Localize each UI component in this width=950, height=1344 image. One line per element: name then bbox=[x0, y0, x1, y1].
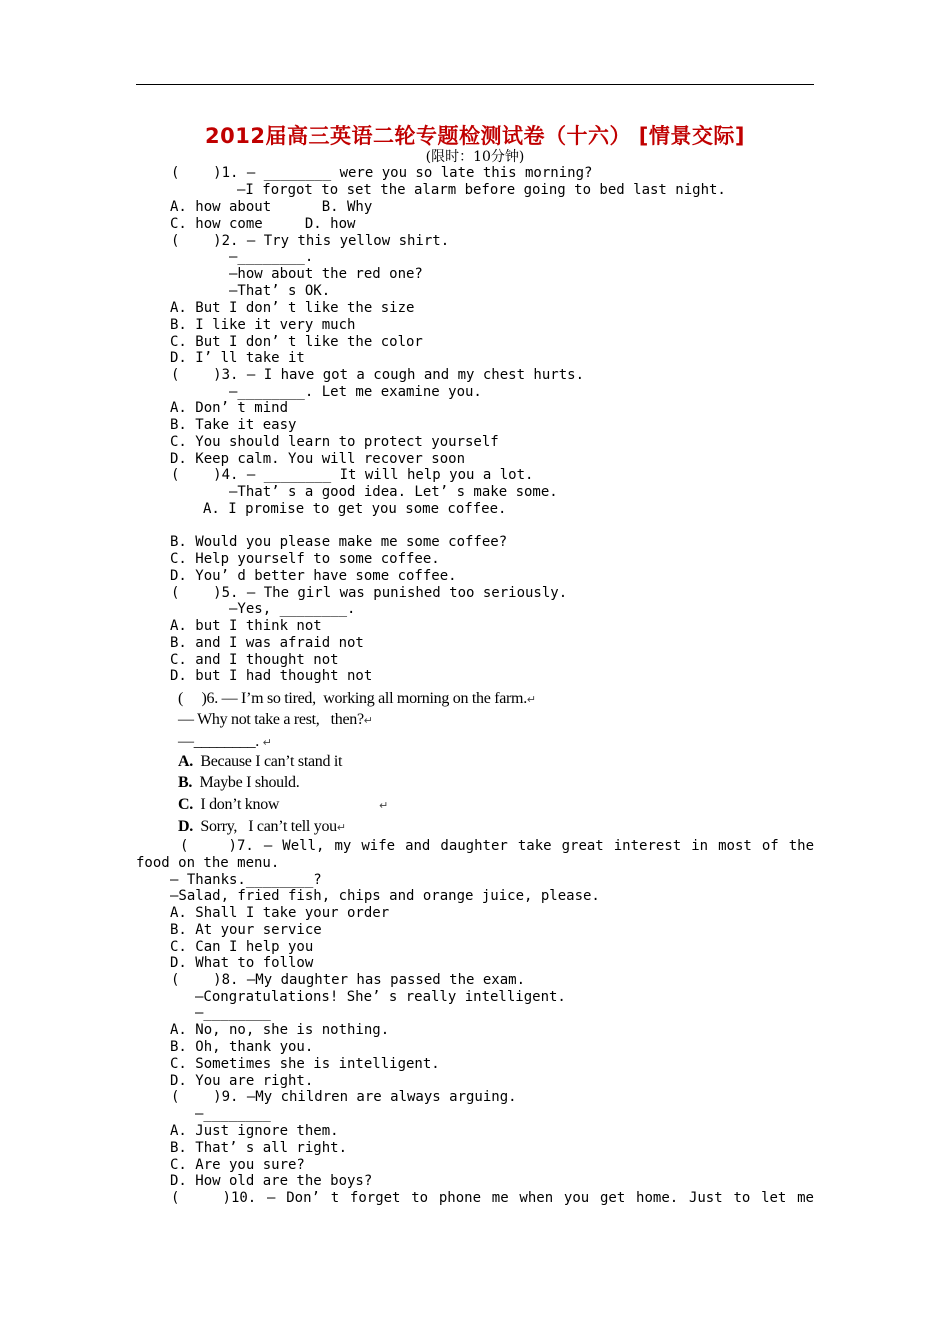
question-6-option-b: B. Maybe I should. bbox=[178, 774, 300, 791]
time-limit: (限时：10分钟) bbox=[425, 149, 525, 165]
question-1-options-cd: C. how come D. how bbox=[170, 216, 356, 232]
question-9-reply: —________ bbox=[195, 1106, 271, 1122]
question-2-stem: ( )2. — Try this yellow shirt. bbox=[171, 233, 450, 249]
header-rule bbox=[136, 84, 814, 85]
question-9-option-a: A. Just ignore them. bbox=[170, 1123, 339, 1139]
question-8-option-c: C. Sometimes she is intelligent. bbox=[170, 1056, 440, 1072]
question-6-option-a: A. Because I can’t stand it bbox=[178, 753, 343, 770]
question-8-option-d: D. You are right. bbox=[170, 1073, 314, 1089]
question-5-reply: —Yes, ________. bbox=[229, 601, 356, 617]
question-7-stem: ( )7. — Well, my wife and daughter take great interest in most of the bbox=[180, 838, 814, 854]
question-5-option-d: D. but I had thought not bbox=[170, 668, 373, 684]
question-8-reply-1: —Congratulations! She’ s really intelligent. bbox=[195, 989, 566, 1005]
page-title: 2012届高三英语二轮专题检测试卷（十六） [情景交际] bbox=[205, 124, 745, 148]
question-8-option-b: B. Oh, thank you. bbox=[170, 1039, 314, 1055]
question-5-option-c: C. and I thought not bbox=[170, 652, 339, 668]
question-6-option-d: D. Sorry, I can’t tell you↵ bbox=[178, 818, 346, 835]
question-2-option-d: D. I’ ll take it bbox=[170, 350, 305, 366]
question-3-option-b: B. Take it easy bbox=[170, 417, 297, 433]
question-4-option-c: C. Help yourself to some coffee. bbox=[170, 551, 440, 567]
question-7-option-b: B. At your service bbox=[170, 922, 322, 938]
question-5-stem: ( )5. — The girl was punished too seriously. bbox=[171, 585, 568, 601]
question-3-reply: —________. Let me examine you. bbox=[229, 384, 482, 400]
question-4-reply: —That’ s a good idea. Let’ s make some. bbox=[229, 484, 558, 500]
question-9-option-b: B. That’ s all right. bbox=[170, 1140, 348, 1156]
question-2-reply-1: —________. bbox=[229, 249, 314, 265]
question-7-option-c: C. Can I help you bbox=[170, 939, 314, 955]
question-8-reply-2: —________ bbox=[195, 1005, 271, 1021]
question-4-option-b: B. Would you please make me some coffee? bbox=[170, 534, 508, 550]
question-9-option-d: D. How old are the boys? bbox=[170, 1173, 373, 1189]
question-2-option-b: B. I like it very much bbox=[170, 317, 356, 333]
question-4-stem: ( )4. — ________ It will help you a lot. bbox=[171, 467, 534, 483]
question-6-stem: ( )6. — I’m so tired, working all morning on the farm.↵ bbox=[178, 690, 536, 707]
question-8-option-a: A. No, no, she is nothing. bbox=[170, 1022, 390, 1038]
question-7-reply-1: — Thanks.________? bbox=[170, 872, 322, 888]
question-4-option-d: D. You’ d better have some coffee. bbox=[170, 568, 457, 584]
question-8-stem: ( )8. —My daughter has passed the exam. bbox=[171, 972, 526, 988]
question-4-option-a: A. I promise to get you some coffee. bbox=[203, 501, 507, 517]
question-3-option-d: D. Keep calm. You will recover soon bbox=[170, 451, 466, 467]
question-5-option-b: B. and I was afraid not bbox=[170, 635, 364, 651]
question-3-option-a: A. Don’ t mind bbox=[170, 400, 289, 416]
question-3-stem: ( )3. — I have got a cough and my chest hurts. bbox=[171, 367, 585, 383]
question-6-reply-2: —________. ↵ bbox=[178, 733, 272, 750]
question-9-option-c: C. Are you sure? bbox=[170, 1157, 305, 1173]
question-5-option-a: A. but I think not bbox=[170, 618, 322, 634]
question-3-option-c: C. You should learn to protect yourself bbox=[170, 434, 499, 450]
question-2-reply-3: —That’ s OK. bbox=[229, 283, 331, 299]
question-6-reply-1: — Why not take a rest, then?↵ bbox=[178, 711, 373, 728]
question-7-stem-continued: food on the menu. bbox=[136, 855, 280, 871]
question-1-options-ab: A. how about B. Why bbox=[170, 199, 373, 215]
question-2-option-c: C. But I don’ t like the color bbox=[170, 334, 423, 350]
question-2-option-a: A. But I don’ t like the size bbox=[170, 300, 415, 316]
question-9-stem: ( )9. —My children are always arguing. bbox=[171, 1089, 517, 1105]
question-7-reply-2: —Salad, fried fish, chips and orange juice, please. bbox=[170, 888, 600, 904]
question-7-option-a: A. Shall I take your order bbox=[170, 905, 390, 921]
question-6-option-c: C. I don’t know ↵ bbox=[178, 796, 389, 813]
question-1-stem: ( )1. — ________ were you so late this morning? bbox=[171, 165, 593, 181]
question-7-option-d: D. What to follow bbox=[170, 955, 314, 971]
question-1-reply: —I forgot to set the alarm before going to bed last night. bbox=[237, 182, 726, 198]
question-2-reply-2: —how about the red one? bbox=[229, 266, 423, 282]
question-10-stem: ( )10. — Don’ t forget to phone me when you get home. Just to let me bbox=[171, 1190, 814, 1206]
